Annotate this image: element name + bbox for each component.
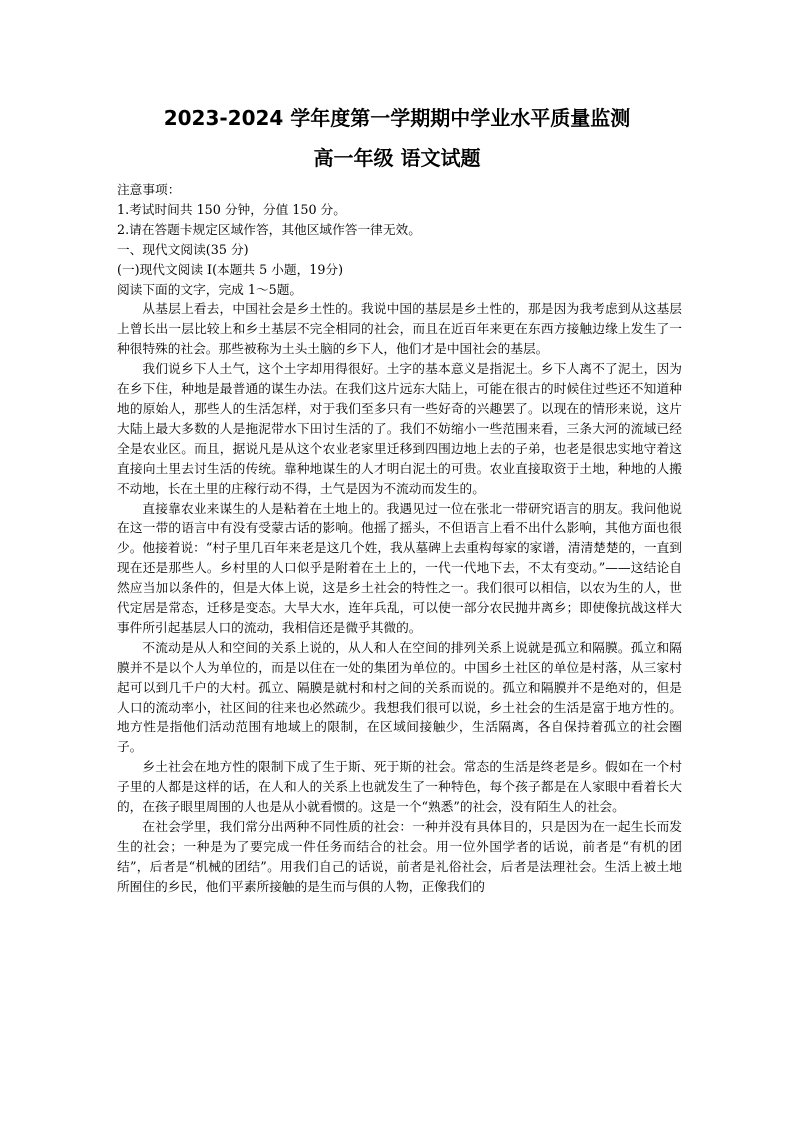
- passage-paragraph-5: 乡土社会在地方性的限制下成了生于斯、死于斯的社会。常态的生活是终老是乡。假如在一个村子里的人都是这样的话，在人和人的关系上也就发生了一种特色，每个孩子都是在人家眼中看着长大的，在孩子眼里周围的人也是从小就看惯的。这是一个“熟悉”的社会，没有陌生人的社会。: [117, 759, 682, 815]
- exam-subtitle: 高一年级 语文试题: [313, 146, 481, 170]
- passage-paragraph-6: 在社会学里，我们常分出两种不同性质的社会：一种并没有具体目的，只是因为在一起生长而发生的社会；一种是为了要完成一件任务而结合的社会。用一位外国学者的话说，前者是“有机的团结”，后者是“机械的团结”。用我们自己的话说，前者是礼俗社会，后者是法理社会。生活上被土地所囿住的乡民，他们平素所接触的是生而与俱的人物，正像我们的: [117, 819, 682, 894]
- notice-heading: 注意事项：: [117, 182, 181, 197]
- section-title: 一、现代文阅读(35 分): [117, 241, 249, 257]
- passage-paragraph-3: 直接靠农业来谋生的人是粘着在土地上的。我遇见过一位在张北一带研究语言的朋友。我问他说在这一带的语言中有没有受蒙古话的影响。他摇了摇头，不但语言上看不出什么影响，其他方面也很少。他接着说：“村子里几百年来老是这几个姓，我从墓碑上去重构每家的家谱，清清楚楚的，一直到现在还是那些人。乡村里的人口似乎是附着在土上的，一代一代地下去，不太有变动。”——这结论自然应当加以条件的，但是大体上说，这是乡土社会的特性之一。我们很可以相信，以农为生的人，世代定居是常态，迁移是变态。大旱大水，连年兵乱，可以使一部分农民抛井离乡；即使像抗战这样大事件所引起基层人口的流动，我相信还是微乎其微的。: [117, 500, 682, 635]
- notice-item-2: 2.请在答题卡规定区域作答，其他区域作答一律无效。: [117, 221, 421, 237]
- passage-paragraph-2: 我们说乡下人土气，这个土字却用得很好。土字的基本意义是指泥土。乡下人离不了泥土，因为在乡下住，种地是最普通的谋生办法。在我们这片远东大陆上，可能在很古的时候住过些还不知道种地的原始人，那些人的生活怎样，对于我们至多只有一些好奇的兴趣罢了。以现在的情形来说，这片大陆上最大多数的人是拖泥带水下田讨生活的了。我们不妨缩小一些范围来看，三条大河的流域已经全是农业区。而且，据说凡是从这个农业老家里迁移到四围边地上去的子弟，也老是很忠实地守着这直接向土里去讨生活的传统。靠种地谋生的人才明白泥土的可贵。农业直接取资于土地，种地的人搬不动地，长在土里的庄稼行动不得，土气是因为不流动而发生的。: [117, 361, 682, 496]
- notice-item-1: 1.考试时间共 150 分钟，分值 150 分。: [117, 201, 346, 217]
- exam-content: [117, 180, 682, 897]
- passage-paragraph-1: 从基层上看去，中国社会是乡土性的。我说中国的基层是乡土性的，那是因为我考虑到从这基层上曾长出一层比较上和乡土基层不完全相同的社会，而且在近百年来更在东西方接触边缘上发生了一种很特殊的社会。那些被称为土头土脑的乡下人，他们才是中国社会的基层。: [117, 301, 682, 357]
- reading-instruction: 阅读下面的文字，完成 1～5题。: [117, 281, 303, 297]
- subsection-title: (一)现代文阅读 I(本题共 5 小题，19分): [117, 261, 344, 277]
- exam-title: 2023-2024 学年度第一学期期中学业水平质量监测: [163, 106, 631, 130]
- passage-paragraph-4: 不流动是从人和空间的关系上说的，从人和人在空间的排列关系上说就是孤立和隔膜。孤立和隔膜并不是以个人为单位的，而是以住在一处的集团为单位的。中国乡土社区的单位是村落，从三家村起可以到几千户的大村。孤立、隔膜是就村和村之间的关系而说的。孤立和隔膜并不是绝对的，但是人口的流动率小，社区间的往来也必然疏少。我想我们很可以说，乡土社会的生活是富于地方性的。地方性是指他们活动范围有地域上的限制，在区域间接触少，生活隔离，各自保持着孤立的社会圈子。: [117, 639, 682, 755]
